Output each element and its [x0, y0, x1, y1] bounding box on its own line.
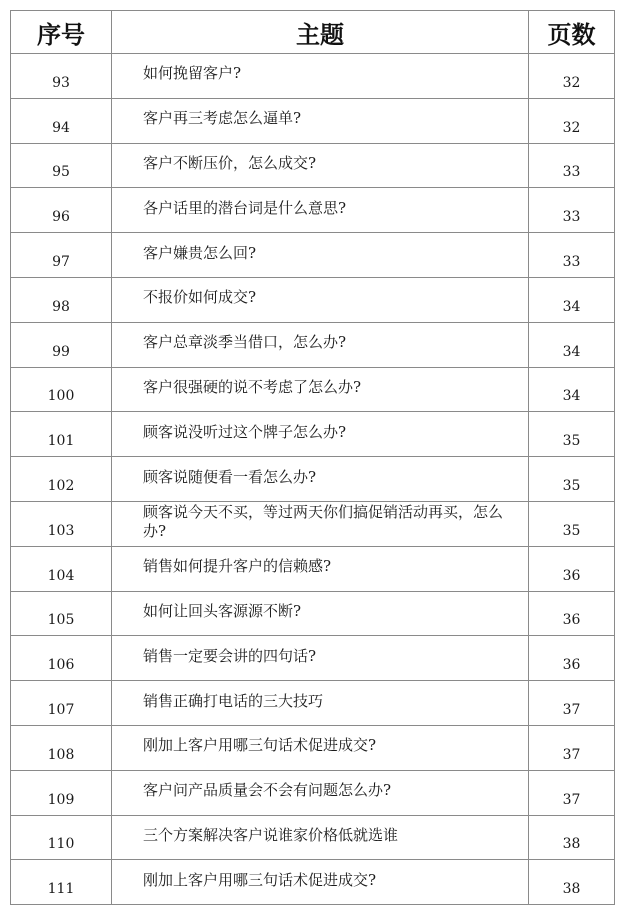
- row-page-number: 36: [529, 591, 615, 636]
- table-row: [11, 322, 615, 367]
- row-index: 100: [11, 367, 112, 412]
- row-index: 96: [11, 188, 112, 233]
- row-index: 105: [11, 591, 112, 636]
- row-page-number: 32: [529, 54, 615, 99]
- table-row: [11, 591, 615, 636]
- row-index: 106: [11, 636, 112, 681]
- row-page-number: 36: [529, 546, 615, 591]
- row-topic: 客户很强硬的说不考虑了怎么办?: [112, 367, 529, 412]
- row-topic: 如何让回头客源源不断?: [112, 591, 529, 636]
- row-topic: 各户话里的潜台词是什么意思?: [112, 188, 529, 233]
- row-page-number: 34: [529, 322, 615, 367]
- table-row: [11, 501, 615, 546]
- table-row: [11, 143, 615, 188]
- table-row: [11, 546, 615, 591]
- row-topic: 顾客说今天不买，等过两天你们搞促销活动再买，怎么办?: [112, 501, 529, 546]
- row-topic: 销售如何提升客户的信赖感?: [112, 546, 529, 591]
- row-topic: 销售一定要会讲的四句话?: [112, 636, 529, 681]
- table-row: [11, 815, 615, 860]
- row-index: 99: [11, 322, 112, 367]
- row-page-number: 36: [529, 636, 615, 681]
- row-index: 103: [11, 501, 112, 546]
- table-row: [11, 412, 615, 457]
- row-page-number: 37: [529, 681, 615, 726]
- row-index: 97: [11, 233, 112, 278]
- row-index: 95: [11, 143, 112, 188]
- column-header-page: 页数: [529, 11, 615, 54]
- row-page-number: 33: [529, 233, 615, 278]
- row-topic: 客户问产品质量会不会有问题怎么办?: [112, 770, 529, 815]
- row-topic: 顾客说没听过这个牌子怎么办?: [112, 412, 529, 457]
- row-topic: 刚加上客户用哪三句话术促进成交?: [112, 725, 529, 770]
- table-row: [11, 98, 615, 143]
- row-page-number: 38: [529, 815, 615, 860]
- row-page-number: 33: [529, 143, 615, 188]
- row-index: 98: [11, 277, 112, 322]
- row-index: 102: [11, 457, 112, 502]
- row-index: 104: [11, 546, 112, 591]
- row-page-number: 33: [529, 188, 615, 233]
- toc-table: [10, 10, 615, 905]
- row-page-number: 35: [529, 501, 615, 546]
- row-page-number: 35: [529, 457, 615, 502]
- row-page-number: 35: [529, 412, 615, 457]
- toc-body: [11, 54, 615, 905]
- row-index: 110: [11, 815, 112, 860]
- table-row: [11, 233, 615, 278]
- row-page-number: 37: [529, 770, 615, 815]
- row-page-number: 32: [529, 98, 615, 143]
- row-topic: 顾客说随便看一看怎么办?: [112, 457, 529, 502]
- row-index: 109: [11, 770, 112, 815]
- row-topic: 刚加上客户用哪三句话术促进成交?: [112, 860, 529, 905]
- table-row: [11, 860, 615, 905]
- row-topic: 不报价如何成交?: [112, 277, 529, 322]
- row-index: 107: [11, 681, 112, 726]
- row-topic: 销售正确打电话的三大技巧: [112, 681, 529, 726]
- table-row: [11, 725, 615, 770]
- row-topic: 三个方案解决客户说谁家价格低就选谁: [112, 815, 529, 860]
- table-row: [11, 54, 615, 99]
- row-topic: 客户再三考虑怎么逼单?: [112, 98, 529, 143]
- table-row: [11, 681, 615, 726]
- row-topic: 客户总章淡季当借口，怎么办?: [112, 322, 529, 367]
- column-header-index: 序号: [11, 11, 112, 54]
- table-row: [11, 770, 615, 815]
- row-index: 94: [11, 98, 112, 143]
- row-index: 111: [11, 860, 112, 905]
- header-row: [11, 11, 615, 54]
- table-row: [11, 367, 615, 412]
- row-index: 108: [11, 725, 112, 770]
- column-header-topic: 主题: [112, 11, 529, 54]
- row-page-number: 34: [529, 277, 615, 322]
- row-page-number: 38: [529, 860, 615, 905]
- table-row: [11, 457, 615, 502]
- table-of-contents: [10, 10, 614, 905]
- row-page-number: 34: [529, 367, 615, 412]
- table-row: [11, 636, 615, 681]
- row-page-number: 37: [529, 725, 615, 770]
- table-row: [11, 188, 615, 233]
- row-topic: 客户嫌贵怎么回?: [112, 233, 529, 278]
- row-topic: 如何挽留客户?: [112, 54, 529, 99]
- row-index: 93: [11, 54, 112, 99]
- row-index: 101: [11, 412, 112, 457]
- row-topic: 客户不断压价，怎么成交?: [112, 143, 529, 188]
- table-row: [11, 277, 615, 322]
